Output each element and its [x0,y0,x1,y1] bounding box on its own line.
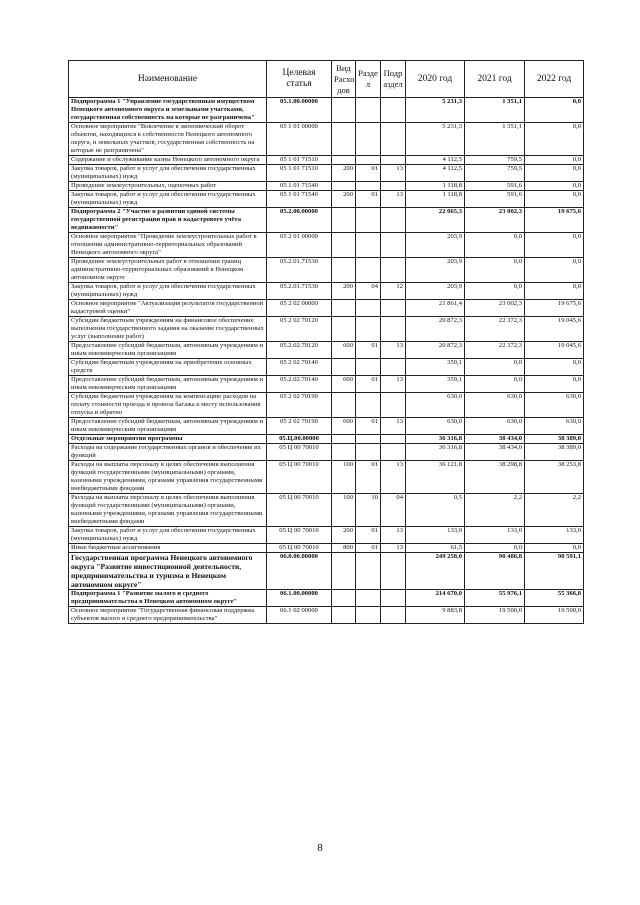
cell-expense-type: 200 [332,527,356,544]
cell-2020: 36 316,8 [406,444,465,461]
cell-section [356,258,381,283]
table-row [69,258,584,283]
cell-section [356,317,381,342]
cell-subsection [381,359,406,376]
cell-target-code: 06.1.00.00000 [267,590,332,607]
cell-section [356,553,381,590]
cell-2020: 20 872,3 [406,317,465,342]
table-row [69,300,584,317]
cell-target-code: 06.0.00.00000 [267,553,332,590]
cell-2022: 0,0 [525,359,584,376]
cell-subsection [381,300,406,317]
table-row [69,435,584,444]
cell-section: 01 [356,418,381,435]
cell-2021: 2,2 [465,494,525,527]
cell-2022: 19 045,6 [525,317,584,342]
cell-section: 01 [356,461,381,494]
cell-2021: 22 372,3 [465,342,525,359]
cell-2020: 61,5 [406,544,465,553]
cell-section [356,156,381,165]
table-row [69,233,584,258]
cell-expense-type [332,435,356,444]
cell-2020: 5 231,3 [406,123,465,156]
cell-name: Субсидии бюджетным учреждениям на финансовое обеспечение выполнения государственного задания на оказание государственных услуг (выполнение работ) [69,317,267,342]
cell-section: 01 [356,342,381,359]
cell-target-code: 06.1 02 00000 [267,607,332,624]
cell-2020: 359,1 [406,376,465,393]
cell-name: Основное мероприятие "Проведение землеустроительных работ в отношении административно-территориальных образований Ненецкого автономного округа" [69,233,267,258]
cell-target-code: 05 Ц 00 70010 [267,494,332,527]
table-row [69,208,584,233]
table-row [69,553,584,590]
table-row [69,182,584,191]
cell-name: Субсидии бюджетным учреждениям на приобретение основных средств [69,359,267,376]
cell-subsection: 12 [381,283,406,300]
table-row [69,607,584,624]
cell-name: Проведение землеустроительных, оценочных работ [69,182,267,191]
header-2022: 2022 год [525,61,584,98]
cell-subsection [381,156,406,165]
cell-section [356,435,381,444]
cell-2020: 22 065,3 [406,208,465,233]
cell-2020: 249 258,0 [406,553,465,590]
budget-table [68,60,584,624]
cell-2021: 0,0 [465,233,525,258]
table-body [69,98,584,624]
table-row [69,418,584,435]
header-type: Вид Расхо дов [332,61,356,98]
cell-expense-type [332,444,356,461]
cell-section [356,393,381,418]
table-row [69,342,584,359]
page-number: 8 [317,842,323,854]
cell-expense-type [332,317,356,342]
cell-2022: 19 045,6 [525,342,584,359]
cell-expense-type: 200 [332,283,356,300]
cell-name: Государственная программа Ненецкого автономного округа "Развитие инвестиционной деятельности, предпринимательства и туризма в Ненецком автономном округе" [69,553,267,590]
cell-2022: 19 675,6 [525,300,584,317]
cell-expense-type: 600 [332,342,356,359]
cell-2020: 9 883,8 [406,607,465,624]
cell-2021: 0,0 [465,359,525,376]
cell-subsection: 13 [381,165,406,182]
cell-2020: 359,1 [406,359,465,376]
cell-2022: 38 389,0 [525,444,584,461]
cell-2022: 0,0 [525,283,584,300]
header-2021: 2021 год [465,61,525,98]
cell-target-code: 05 2 02 00000 [267,300,332,317]
cell-expense-type: 200 [332,165,356,182]
cell-2020: 214 670,0 [406,590,465,607]
cell-target-code: 05.2.02.70120 [267,342,332,359]
header-target: Целевая статья [267,61,332,98]
cell-2022: 0,0 [525,233,584,258]
cell-2022: 19 675,6 [525,208,584,233]
cell-2022: 630,0 [525,393,584,418]
cell-target-code: 05 Ц 00 70010 [267,444,332,461]
cell-2020: 203,9 [406,258,465,283]
cell-name: Закупка товаров, работ и услуг для обеспечения государственных (муниципальных) нужд [69,165,267,182]
cell-section: 01 [356,376,381,393]
cell-2021: 0,0 [465,376,525,393]
cell-2022: 0,0 [525,165,584,182]
cell-2022: 19 500,0 [525,607,584,624]
cell-2022: 0,0 [525,376,584,393]
cell-2022: 38 253,8 [525,461,584,494]
cell-expense-type: 100 [332,494,356,527]
cell-expense-type [332,258,356,283]
cell-expense-type [332,208,356,233]
table-row [69,444,584,461]
cell-2021: 0,0 [465,258,525,283]
cell-subsection: 13 [381,461,406,494]
cell-2022: 0,0 [525,191,584,208]
cell-section: 01 [356,527,381,544]
cell-name: Подпрограмма 1 "Развитие малого и среднего предпринимательства в Ненецком автономном округе" [69,590,267,607]
cell-subsection: 13 [381,191,406,208]
table-row [69,191,584,208]
cell-subsection [381,233,406,258]
cell-expense-type: 600 [332,418,356,435]
cell-section [356,300,381,317]
cell-expense-type [332,156,356,165]
cell-2021: 22 372,3 [465,317,525,342]
cell-name: Основное мероприятие "Вовлечение в экономический оборот объектов, находящихся в собственности Ненецкого автономного округа, и земельных участков, государственная собственность на которые не разграничена" [69,123,267,156]
cell-2022: 0,0 [525,123,584,156]
cell-2022: 0,0 [525,258,584,283]
cell-name: Иные бюджетные ассигнования [69,544,267,553]
cell-2020: 4 112,5 [406,156,465,165]
cell-subsection [381,553,406,590]
table-row [69,283,584,300]
cell-expense-type: 100 [332,461,356,494]
cell-2021: 23 002,3 [465,208,525,233]
cell-2021: 1 351,1 [465,98,525,123]
table-row [69,494,584,527]
cell-2021: 23 002,3 [465,300,525,317]
cell-2021: 759,5 [465,156,525,165]
table-header-row [69,61,584,98]
cell-2022: 630,0 [525,418,584,435]
cell-2020: 21 861,4 [406,300,465,317]
cell-name: Содержание и обслуживание казны Ненецкого автономного округа [69,156,267,165]
cell-2021: 630,0 [465,393,525,418]
cell-target-code: 05 1 01 71540 [267,182,332,191]
cell-name: Проведение землеустроительных работ в отношении границ административно-территориальных образований в Ненецком автономном округе [69,258,267,283]
cell-expense-type [332,393,356,418]
cell-target-code: 05 2 02 70140 [267,359,332,376]
cell-section [356,444,381,461]
cell-name: Основное мероприятие "Государственная финансовая поддержка субъектов малого и среднего предпринимательства" [69,607,267,624]
cell-section [356,208,381,233]
cell-2021: 1 351,1 [465,123,525,156]
cell-2022: 0,0 [525,156,584,165]
cell-section: 01 [356,191,381,208]
cell-name: Закупка товаров, работ и услуг для обеспечения государственных (муниципальных) нужд [69,191,267,208]
cell-2020: 0,5 [406,494,465,527]
cell-section: 01 [356,544,381,553]
table-row [69,544,584,553]
cell-subsection: 04 [381,494,406,527]
cell-target-code: 05 Ц 00 70010 [267,544,332,553]
cell-section [356,123,381,156]
cell-2020: 4 112,5 [406,165,465,182]
cell-2020: 36 121,8 [406,461,465,494]
header-subsection: Подр аздел [381,61,406,98]
cell-2022: 38 389,0 [525,435,584,444]
table-row [69,98,584,123]
cell-expense-type [332,123,356,156]
header-name: Наименование [69,61,267,98]
table-row [69,527,584,544]
cell-name: Основное мероприятие "Актуализация результатов государственной кадастровой оценки" [69,300,267,317]
cell-target-code: 05 1 01 71540 [267,191,332,208]
cell-subsection: 13 [381,418,406,435]
cell-2022: 2,2 [525,494,584,527]
table-row [69,156,584,165]
cell-section: 01 [356,165,381,182]
cell-section [356,590,381,607]
cell-subsection [381,123,406,156]
cell-subsection: 13 [381,527,406,544]
cell-expense-type: 200 [332,191,356,208]
cell-target-code: 05.Ц.00.00000 [267,435,332,444]
cell-section [356,182,381,191]
cell-subsection [381,607,406,624]
cell-target-code: 05.2.01.71530 [267,258,332,283]
table-row [69,359,584,376]
cell-name: Расходы на выплаты персоналу в целях обеспечения выполнения функций государственными (муниципальными) органами, казенными учреждениями, органами управления государственными внебюджетными фондами [69,461,267,494]
cell-expense-type [332,182,356,191]
cell-expense-type [332,607,356,624]
cell-2021: 38 434,0 [465,444,525,461]
cell-subsection [381,393,406,418]
cell-2020: 133,0 [406,527,465,544]
table-row [69,123,584,156]
cell-2020: 203,9 [406,283,465,300]
table-row [69,590,584,607]
cell-2021: 591,6 [465,191,525,208]
cell-subsection: 13 [381,342,406,359]
cell-target-code: 05 1 01 00000 [267,123,332,156]
cell-target-code: 05.2.02.70140 [267,376,332,393]
cell-subsection: 13 [381,376,406,393]
cell-name: Закупка товаров, работ и услуг для обеспечения государственных (муниципальных) нужд [69,283,267,300]
cell-2022: 0,0 [525,182,584,191]
table-row [69,393,584,418]
table-row [69,165,584,182]
cell-name: Предоставление субсидий бюджетным, автономным учреждениям и иным некоммерческим организациям [69,342,267,359]
cell-expense-type [332,300,356,317]
cell-name: Подпрограмма 2 "Участие в развитии единой системы государственной регистрации прав и кадастрового учёта недвижимости" [69,208,267,233]
cell-2020: 203,9 [406,233,465,258]
cell-2020: 20 872,3 [406,342,465,359]
cell-subsection [381,98,406,123]
cell-name: Расходы на содержание государственных органов и обеспечение их функций [69,444,267,461]
cell-target-code: 05 Ц 00 70010 [267,527,332,544]
cell-name: Закупка товаров, работ и услуг для обеспечения государственных (муниципальных) нужд [69,527,267,544]
cell-expense-type [332,553,356,590]
cell-2021: 630,0 [465,418,525,435]
cell-expense-type [332,590,356,607]
table-row [69,376,584,393]
cell-name: Расходы на выплаты персоналу в целях обеспечения выполнения функций государственными (муниципальными) органами, казенными учреждениями, органами управления государственными внебюджетными фондами [69,494,267,527]
cell-target-code: 05.2.00.00000 [267,208,332,233]
cell-section [356,607,381,624]
cell-2021: 759,5 [465,165,525,182]
cell-2021: 90 486,8 [465,553,525,590]
cell-expense-type [332,359,356,376]
cell-expense-type: 600 [332,376,356,393]
cell-subsection [381,435,406,444]
cell-target-code: 05 2 02 70120 [267,317,332,342]
cell-2021: 0,0 [465,544,525,553]
cell-2020: 630,0 [406,418,465,435]
cell-2022: 90 591,1 [525,553,584,590]
cell-2022: 55 366,8 [525,590,584,607]
cell-target-code: 05.1.00.00000 [267,98,332,123]
cell-expense-type [332,233,356,258]
cell-subsection [381,317,406,342]
cell-2021: 38 298,8 [465,461,525,494]
cell-section [356,233,381,258]
cell-name: Предоставление субсидий бюджетным, автономным учреждениям и иным некоммерческим организациям [69,418,267,435]
cell-2021: 38 434,0 [465,435,525,444]
cell-2022: 0,0 [525,544,584,553]
cell-target-code: 05 2 02 70190 [267,418,332,435]
cell-2020: 5 231,3 [406,98,465,123]
cell-2021: 55 976,1 [465,590,525,607]
cell-section [356,359,381,376]
cell-target-code: 05 1 01 71510 [267,165,332,182]
header-2020: 2020 год [406,61,465,98]
cell-expense-type [332,98,356,123]
cell-section: 04 [356,283,381,300]
cell-2021: 133,0 [465,527,525,544]
cell-2021: 591,6 [465,182,525,191]
cell-section: 10 [356,494,381,527]
header-section: Разде л [356,61,381,98]
table-row [69,317,584,342]
cell-2020: 1 118,8 [406,191,465,208]
cell-2020: 36 316,8 [406,435,465,444]
cell-subsection [381,182,406,191]
cell-subsection [381,590,406,607]
cell-target-code: 05 Ц 00 70010 [267,461,332,494]
table-row [69,461,584,494]
cell-name: Предоставление субсидий бюджетным, автономным учреждениям и иным некоммерческим организациям [69,376,267,393]
cell-name: Субсидии бюджетным учреждениям на компенсацию расходов на оплату стоимости проезда и провоза багажа к месту использования отпуска и обратно [69,393,267,418]
cell-target-code: 05.2.01.71530 [267,283,332,300]
cell-2022: 0,0 [525,98,584,123]
cell-name: Подпрограмма 1 "Управление государственным имуществом Ненецкого автономного округа и земельными участками, государственная собственность на которые не разграничена" [69,98,267,123]
cell-target-code: 05 2 02 70190 [267,393,332,418]
cell-subsection [381,208,406,233]
cell-subsection: 13 [381,544,406,553]
cell-expense-type: 800 [332,544,356,553]
cell-2020: 1 118,8 [406,182,465,191]
cell-2021: 19 500,0 [465,607,525,624]
cell-subsection [381,444,406,461]
cell-target-code: 05 1 01 71510 [267,156,332,165]
cell-section [356,98,381,123]
cell-2020: 630,0 [406,393,465,418]
cell-name: Отдельные мероприятия программы [69,435,267,444]
cell-subsection [381,258,406,283]
cell-2021: 0,0 [465,283,525,300]
cell-target-code: 05 2 01 00000 [267,233,332,258]
cell-2022: 133,0 [525,527,584,544]
